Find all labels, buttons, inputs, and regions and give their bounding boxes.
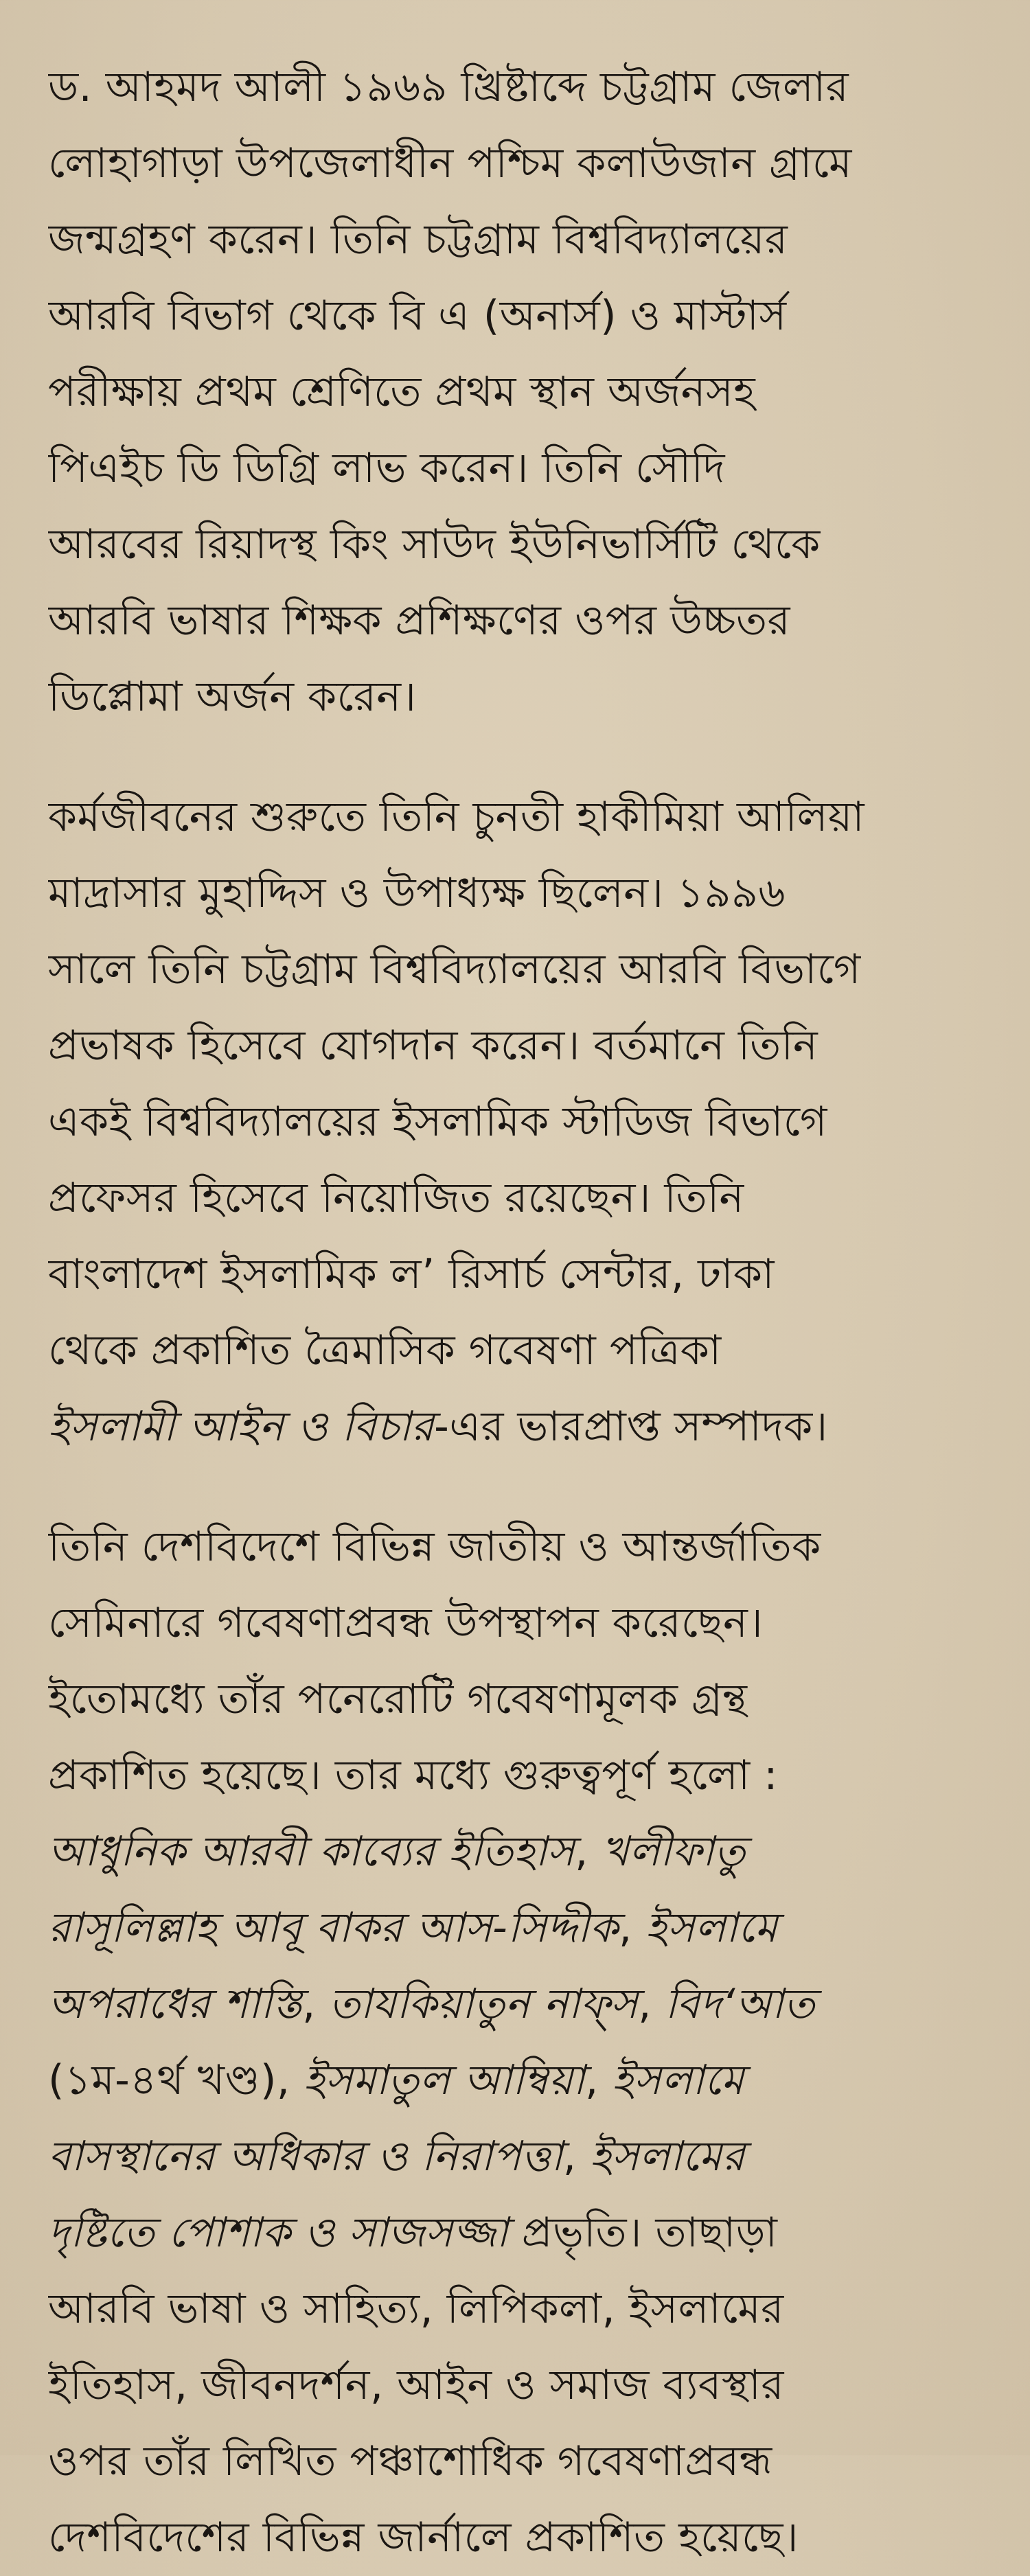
text-line bbox=[48, 1585, 982, 1661]
body-text: , bbox=[575, 1828, 602, 1876]
book-title-text: ইসলামী আইন ও বিচার bbox=[48, 1403, 435, 1451]
text-line bbox=[48, 779, 982, 855]
text-line bbox=[48, 1966, 982, 2043]
text-line bbox=[48, 202, 982, 278]
body-text: , bbox=[585, 2056, 613, 2104]
text-line bbox=[48, 1008, 982, 1084]
text-line bbox=[48, 659, 982, 735]
book-title-text: ইসলামে bbox=[612, 2056, 744, 2104]
text-line bbox=[48, 2043, 982, 2119]
body-text: (১ম-৪র্থ খণ্ড), bbox=[48, 2056, 304, 2104]
book-title-text: আধুনিক আরবী কাব্যের ইতিহাস bbox=[48, 1828, 575, 1876]
text-line bbox=[48, 1738, 982, 1814]
bio-paragraph-1 bbox=[48, 49, 982, 735]
text-line bbox=[48, 430, 982, 507]
body-text: একই বিশ্ববিদ্যালয়ের ইসলামিক স্টাডিজ বিভাগে bbox=[48, 1098, 827, 1146]
text-line bbox=[48, 1237, 982, 1313]
text-line bbox=[48, 354, 982, 430]
bio-text-block bbox=[48, 49, 982, 2576]
body-text: আরবের রিয়াদস্থ কিং সাউদ ইউনিভার্সিটি থেকে bbox=[48, 520, 821, 568]
body-text: -এর ভারপ্রাপ্ত সম্পাদক। bbox=[434, 1403, 828, 1451]
book-title-text: বাসস্থানের অধিকার ও নিরাপত্তা bbox=[48, 2132, 563, 2181]
body-text: তিনি দেশবিদেশে বিভিন্ন জাতীয় ও আন্তর্জাতিক bbox=[48, 1523, 821, 1571]
text-line bbox=[48, 583, 982, 659]
book-title-text: দৃষ্টিতে পোশাক ও সাজসজ্জা bbox=[48, 2209, 509, 2257]
book-title-text: তাযকিয়াতুন নাফ্স bbox=[329, 1980, 639, 2028]
text-line bbox=[48, 2195, 982, 2271]
body-text: মাদ্রাসার মুহাদ্দিস ও উপাধ্যক্ষ ছিলেন। ১৯৯৬ bbox=[48, 869, 786, 917]
text-line bbox=[48, 1814, 982, 1890]
body-text: সেমিনারে গবেষণাপ্রবন্ধ উপস্থাপন করেছেন। bbox=[48, 1599, 764, 1647]
text-line bbox=[48, 49, 982, 126]
body-text: পিএইচ ডি ডিগ্রি লাভ করেন। তিনি সৌদি bbox=[48, 444, 725, 492]
text-line bbox=[48, 1509, 982, 1585]
text-line bbox=[48, 1389, 982, 1465]
book-title-text: অপরাধের শাস্তি bbox=[48, 1980, 303, 2028]
body-text: থেকে প্রকাশিত ত্রৈমাসিক গবেষণা পত্রিকা bbox=[48, 1326, 722, 1375]
body-text: বাংলাদেশ ইসলামিক ল’ রিসার্চ সেন্টার, ঢাকা bbox=[48, 1250, 775, 1298]
body-text: প্রকাশিত হয়েছে। তার মধ্যে গুরুত্বপূর্ণ হলো : bbox=[48, 1751, 778, 1799]
text-line bbox=[48, 2119, 982, 2195]
text-line bbox=[48, 855, 982, 932]
body-text: , bbox=[562, 2132, 591, 2181]
body-text: ড. আহমদ আলী ১৯৬৯ খ্রিষ্টাব্দে চট্টগ্রাম জেলার bbox=[48, 63, 849, 111]
text-line bbox=[48, 126, 982, 202]
body-text: লোহাগাড়া উপজেলাধীন পশ্চিম কলাউজান গ্রামে bbox=[48, 139, 852, 187]
text-line bbox=[48, 507, 982, 583]
body-text: প্রভাষক হিসেবে যোগদান করেন। বর্তমানে তিনি bbox=[48, 1022, 819, 1070]
body-text: সালে তিনি চট্টগ্রাম বিশ্ববিদ্যালয়ের আরবি বিভাগে bbox=[48, 945, 861, 993]
body-text: পরীক্ষায় প্রথম শ্রেণিতে প্রথম স্থান অর্জনসহ bbox=[48, 368, 756, 416]
text-line bbox=[48, 2500, 982, 2576]
bio-paragraph-2 bbox=[48, 779, 982, 1465]
body-text: আরবি ভাষা ও সাহিত্য, লিপিকলা, ইসলামের bbox=[48, 2285, 784, 2333]
text-line bbox=[48, 278, 982, 354]
body-text: , bbox=[619, 1904, 646, 1952]
body-text: ডিপ্লোমা অর্জন করেন। bbox=[48, 673, 417, 721]
body-text: আরবি ভাষার শিক্ষক প্রশিক্ষণের ওপর উচ্চতর bbox=[48, 597, 791, 645]
book-title-text: ইসলামের bbox=[590, 2132, 745, 2181]
body-text: জন্মগ্রহণ করেন। তিনি চট্টগ্রাম বিশ্ববিদ্যালয়ের bbox=[48, 216, 788, 264]
body-text: প্রভৃতি। তাছাড়া bbox=[508, 2209, 778, 2257]
text-line bbox=[48, 2424, 982, 2500]
book-title-text: বিদ‘আত bbox=[665, 1980, 816, 2028]
body-text: দেশবিদেশের বিভিন্ন জার্নালে প্রকাশিত হয়েছে। bbox=[48, 2514, 799, 2562]
body-text: ইতিহাস, জীবনদর্শন, আইন ও সমাজ ব্যবস্থার bbox=[48, 2361, 784, 2409]
bio-paragraph-3 bbox=[48, 1509, 982, 2576]
body-text: ইতোমধ্যে তাঁর পনেরোটি গবেষণামূলক গ্রন্থ bbox=[48, 1675, 748, 1723]
body-text: , bbox=[638, 1980, 665, 2028]
book-title-text: খলীফাতু bbox=[602, 1828, 746, 1876]
body-text: প্রফেসর হিসেবে নিয়োজিত রয়েছেন। তিনি bbox=[48, 1174, 744, 1222]
body-text: আরবি বিভাগ থেকে বি এ (অনার্স) ও মাস্টার্স bbox=[48, 292, 787, 340]
book-title-text: ইসলামে bbox=[645, 1904, 778, 1952]
body-text: , bbox=[302, 1980, 330, 2028]
text-line bbox=[48, 2347, 982, 2424]
body-text: কর্মজীবনের শুরুতে তিনি চুনতী হাকীমিয়া আলিয়া bbox=[48, 793, 865, 841]
book-title-text: রাসূলিল্লাহ আবূ বাকর আস-সিদ্দীক bbox=[48, 1904, 619, 1952]
book-title-text: ইসমাতুল আম্বিয়া bbox=[304, 2056, 586, 2104]
text-line bbox=[48, 1313, 982, 1389]
text-line bbox=[48, 1890, 982, 1966]
text-line bbox=[48, 1661, 982, 1738]
text-line bbox=[48, 2271, 982, 2347]
body-text: ওপর তাঁর লিখিত পঞ্চাশোধিক গবেষণাপ্রবন্ধ bbox=[48, 2437, 772, 2485]
text-line bbox=[48, 932, 982, 1008]
text-line bbox=[48, 1160, 982, 1237]
text-line bbox=[48, 1084, 982, 1160]
